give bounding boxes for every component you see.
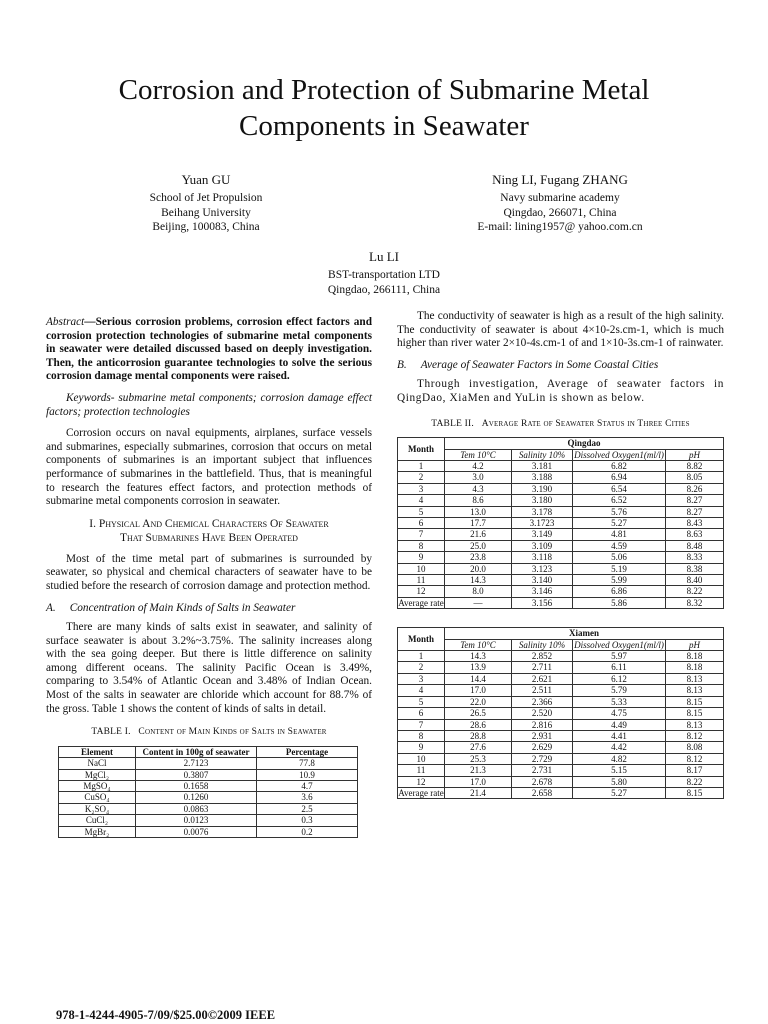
table-cell: 3.140 xyxy=(512,575,573,586)
table-cell: 7 xyxy=(398,529,445,540)
table-row xyxy=(398,742,724,753)
table-cell: 6 xyxy=(398,708,445,719)
table-cell: 6.54 xyxy=(573,483,666,494)
author-affiliation: Qingdao, 266111, China xyxy=(327,283,441,296)
table-cell: 23.8 xyxy=(445,552,512,563)
author-affiliation: School of Jet Propulsion xyxy=(149,192,263,204)
table-cell: 10 xyxy=(398,563,445,574)
table-cell: 2.852 xyxy=(512,651,573,662)
table-row xyxy=(59,781,358,792)
table-cell: 28.6 xyxy=(445,719,512,730)
table-cell: 8 xyxy=(398,730,445,741)
table-cell: 25.3 xyxy=(445,753,512,764)
table-cell: 13.0 xyxy=(445,506,512,517)
table-cell: 4.3 xyxy=(445,483,512,494)
table-row xyxy=(398,495,724,506)
intro-paragraph: Corrosion occurs on naval equipments, airplanes, surface vessels and submarines, especially submarines, corrosion that occurs on metal components of submarines is an important subject that influences performance of submarines in the battlefield. Thus, that is meaningful to research the features effect factors, and protection methods of submarine metal components corrosion in seawater. xyxy=(46,427,372,508)
table-cell: 3.180 xyxy=(512,495,573,506)
table-caption-text: Average Rate of Seawater Status in Three Cities xyxy=(481,418,690,429)
table-cell: 13.9 xyxy=(445,662,512,673)
table-cell: 3.190 xyxy=(512,483,573,494)
author-affiliation: Beihang University xyxy=(161,206,251,219)
table-row xyxy=(398,586,724,597)
table-cell: 4 xyxy=(398,495,445,506)
table-cell: Average rate xyxy=(398,787,444,798)
table-number: TABLE II. xyxy=(431,418,474,429)
table-2-qingdao xyxy=(397,437,724,609)
table-cell: 12 xyxy=(398,776,445,787)
table-cell: 6.86 xyxy=(573,586,666,597)
author-affiliation: Navy submarine academy xyxy=(500,192,620,204)
table-cell: — xyxy=(445,597,512,608)
table-cell: 8.13 xyxy=(666,685,724,696)
table-cell: 8.40 xyxy=(666,575,724,586)
table-cell: 5.79 xyxy=(573,685,666,696)
conductivity-paragraph: The conductivity of seawater is high as a result of the high salinity. The conductivity of seawater is about 4×10-2s.cm-1, which is much higher than river water 2×10-4s.cm-1 of and 1×10-3s.cm-1 of rainwater. xyxy=(397,310,724,350)
table-cell: 6.12 xyxy=(573,673,666,684)
table-row xyxy=(398,575,724,586)
right-column xyxy=(397,310,724,799)
table-cell: 4.2 xyxy=(445,460,512,471)
table-header: Tem 10°C xyxy=(445,449,512,460)
table-cell: 6.82 xyxy=(573,460,666,471)
table-cell: 20.0 xyxy=(445,563,512,574)
table-row xyxy=(59,792,358,803)
table-cell: 8.27 xyxy=(666,495,724,506)
table-row xyxy=(398,685,724,696)
table-cell: 8.63 xyxy=(666,529,724,540)
table-header: Salinity 10% xyxy=(512,449,573,460)
table-cell: 5 xyxy=(398,696,445,707)
table-cell: 22.0 xyxy=(445,696,512,707)
table-cell: 4.75 xyxy=(573,708,666,719)
section-heading-1 xyxy=(46,517,372,545)
table-cell: 3.188 xyxy=(512,472,573,483)
table-cell: 0.1260 xyxy=(136,792,257,803)
table-row xyxy=(398,529,724,540)
table-cell: 2.621 xyxy=(512,673,573,684)
table-cell: MgCl₂ xyxy=(59,769,136,780)
table-header: Element xyxy=(59,746,136,757)
table-row xyxy=(398,765,724,776)
table-cell: 3.123 xyxy=(512,563,573,574)
table-row xyxy=(398,651,724,662)
title-line-1: Corrosion and Protection of Submarine Metal xyxy=(118,74,650,106)
table-1-caption xyxy=(46,726,372,740)
table-cell: MgSO₄ xyxy=(59,781,136,792)
abstract xyxy=(46,316,372,384)
city-header: Qingdao xyxy=(445,438,724,449)
table-row xyxy=(398,597,724,608)
table-cell: 3 xyxy=(398,483,445,494)
keywords: Keywords- submarine metal components; corrosion damage effect factors; protection technologies xyxy=(46,391,372,418)
table-cell: 14.4 xyxy=(445,673,512,684)
abstract-dash: — xyxy=(84,316,96,328)
table-cell: 1 xyxy=(398,651,445,662)
table-cell: 8.15 xyxy=(666,696,724,707)
table-cell: 8.05 xyxy=(666,472,724,483)
table-cell: 6 xyxy=(398,518,445,529)
table-cell: 21.4 xyxy=(445,787,512,798)
table-cell: 27.6 xyxy=(445,742,512,753)
table-cell: 8.08 xyxy=(666,742,724,753)
table-cell: 8.38 xyxy=(666,563,724,574)
table-cell: 11 xyxy=(398,575,445,586)
section-number: I. xyxy=(89,517,96,530)
table-cell: 3.178 xyxy=(512,506,573,517)
table-cell: 8.27 xyxy=(666,506,724,517)
table-header: Tem 10°C xyxy=(445,639,512,650)
table-row xyxy=(59,758,358,769)
table-cell: MgBr₂ xyxy=(59,826,136,837)
table-cell: 2.629 xyxy=(512,742,573,753)
table-header: Salinity 10% xyxy=(512,639,573,650)
table-cell: 2.5 xyxy=(257,803,358,814)
table-cell: 8.22 xyxy=(666,586,724,597)
table-header: Percentage xyxy=(257,746,358,757)
table-cell: 8.48 xyxy=(666,540,724,551)
author-affiliation: Qingdao, 266071, China xyxy=(503,206,617,219)
author-block-3 xyxy=(274,248,494,297)
subsection-title: Concentration of Main Kinds of Salts in Seawater xyxy=(69,601,296,614)
city-header: Xiamen xyxy=(445,628,724,639)
table-cell: 14.3 xyxy=(445,575,512,586)
table-cell: 12 xyxy=(398,586,445,597)
left-column xyxy=(46,316,372,838)
table-2-caption xyxy=(397,418,724,432)
table-cell: 0.2 xyxy=(257,826,358,837)
table-cell: 0.3807 xyxy=(136,769,257,780)
table-cell: 17.0 xyxy=(445,776,512,787)
table-cell: 3.146 xyxy=(512,586,573,597)
table-header: Dissolved Oxygen1(ml/l) xyxy=(574,639,664,650)
table-cell: 0.0123 xyxy=(136,815,257,826)
author-affiliation: Beijing, 100083, China xyxy=(152,221,260,233)
table-cell: 3.109 xyxy=(512,540,573,551)
table-header: Month xyxy=(398,628,445,651)
table-cell: 2.678 xyxy=(512,776,573,787)
author-affiliation: BST-transportation LTD xyxy=(328,269,440,281)
table-cell: 0.0076 xyxy=(136,826,257,837)
subsection-b-paragraph: Through investigation, Average of seawater factors in QingDao, XiaMen and YuLin is shown as below. xyxy=(397,378,724,404)
author-block-2 xyxy=(440,171,680,235)
table-cell: 3.118 xyxy=(512,552,573,563)
table-cell: 17.7 xyxy=(445,518,512,529)
table-cell: CuSO₄ xyxy=(59,792,136,803)
table-row xyxy=(398,540,724,551)
table-cell: 14.3 xyxy=(445,651,512,662)
table-cell: 4.59 xyxy=(573,540,666,551)
table-row xyxy=(398,483,724,494)
table-cell: 2.520 xyxy=(512,708,573,719)
table-cell: 5.33 xyxy=(573,696,666,707)
table-cell: 25.0 xyxy=(445,540,512,551)
table-cell: 8.15 xyxy=(666,708,724,719)
table-cell: 4.81 xyxy=(573,529,666,540)
table-cell: 2.731 xyxy=(512,765,573,776)
table-cell: 8.32 xyxy=(666,597,724,608)
table-cell: 8.12 xyxy=(666,753,724,764)
table-2-xiamen xyxy=(397,627,724,799)
table-cell: 5.97 xyxy=(573,651,666,662)
table-row xyxy=(398,787,724,798)
table-cell: 1 xyxy=(398,460,445,471)
table-cell: 2.658 xyxy=(512,787,573,798)
subsection-letter: A. xyxy=(46,601,56,614)
table-cell: 8.13 xyxy=(666,673,724,684)
table-row xyxy=(398,563,724,574)
table-cell: 5 xyxy=(398,506,445,517)
subsection-heading-b xyxy=(397,359,724,373)
author-name: Yuan GU xyxy=(181,172,231,187)
table-cell: 0.1658 xyxy=(136,781,257,792)
table-cell: 9 xyxy=(398,552,445,563)
title-line-2: Components in Seawater xyxy=(239,110,529,142)
author-block-1 xyxy=(96,171,316,235)
table-cell: 28.8 xyxy=(445,730,512,741)
table-cell: 6.52 xyxy=(573,495,666,506)
table-row xyxy=(398,472,724,483)
author-name: Ning LI, Fugang ZHANG xyxy=(492,172,628,187)
table-cell: 8.18 xyxy=(666,651,724,662)
section-1-paragraph: Most of the time metal part of submarines is surrounded by seawater, so physical and chemical characters of seawater have to be studied before the research of corrosion damage and protection method. xyxy=(46,552,372,592)
table-row xyxy=(398,708,724,719)
table-cell: 0.3 xyxy=(257,815,358,826)
table-cell: 3 xyxy=(398,673,445,684)
table-row xyxy=(398,696,724,707)
table-cell: 2.511 xyxy=(512,685,573,696)
table-header: pH xyxy=(666,639,724,650)
table-row xyxy=(398,673,724,684)
table-row xyxy=(59,769,358,780)
table-cell: 8.18 xyxy=(666,662,724,673)
table-header: Dissolved Oxygen1(ml/l) xyxy=(574,449,664,460)
author-name: Lu LI xyxy=(369,249,399,264)
subsection-heading-a xyxy=(46,602,372,616)
table-cell: 4.49 xyxy=(573,719,666,730)
table-cell: 2.7123 xyxy=(136,758,257,769)
table-cell: 4.82 xyxy=(573,753,666,764)
table-cell: 7 xyxy=(398,719,445,730)
abstract-text: Serious corrosion problems, corrosion effect factors and corrosion protection technologies of submarine metal components in seawater were detailed discussed based on deeply investigation. Then, the anticorrosion guarantee technologies to solve the serious corrosion damage mental components were raised. xyxy=(46,316,372,383)
table-cell: 8.13 xyxy=(666,719,724,730)
table-cell: 6.94 xyxy=(573,472,666,483)
table-cell: 8 xyxy=(398,540,445,551)
table-cell: CuCl₂ xyxy=(59,815,136,826)
table-row xyxy=(59,815,358,826)
table-row xyxy=(398,730,724,741)
table-cell: 3.181 xyxy=(512,460,573,471)
table-cell: 2.816 xyxy=(512,719,573,730)
table-cell: 5.19 xyxy=(573,563,666,574)
table-cell: 5.27 xyxy=(573,518,666,529)
table-cell: 3.6 xyxy=(257,792,358,803)
table-cell: 77.8 xyxy=(257,758,358,769)
table-header: pH xyxy=(666,449,724,460)
table-1 xyxy=(58,746,358,838)
table-cell: 8.6 xyxy=(445,495,512,506)
table-row xyxy=(398,552,724,563)
table-row xyxy=(398,776,724,787)
table-cell: 3.1723 xyxy=(512,518,573,529)
subsection-a-paragraph: There are many kinds of salts exist in seawater, and salinity of surface seawater is about 3.2%~3.75%. The salinity increases along with the sea going deeper. But there is little difference on salinity among different oceans. The salinity Pacific Ocean is 3.49%, comparing to 3.54% of Atlantic Ocean and 3.48% of Indian Ocean. Most of the salts in seawater are chloride which account for 88.7% of the gross. Table 1 shows the content of kinds of salts in detail. xyxy=(46,621,372,715)
table-cell: NaCl xyxy=(59,758,136,769)
table-header: Content in 100g of seawater xyxy=(136,746,257,757)
table-row xyxy=(398,719,724,730)
section-title-line-2: That Submarines Have Been Operated xyxy=(120,531,298,544)
table-cell: 2.931 xyxy=(512,730,573,741)
table-cell: 4.42 xyxy=(573,742,666,753)
table-cell: 17.0 xyxy=(445,685,512,696)
table-number: TABLE I. xyxy=(91,727,131,738)
table-cell: 2.711 xyxy=(512,662,573,673)
subsection-letter: B. xyxy=(397,358,407,371)
table-cell: 5.15 xyxy=(573,765,666,776)
table-row xyxy=(59,826,358,837)
table-row xyxy=(398,506,724,517)
subsection-title: Average of Seawater Factors in Some Coastal Cities xyxy=(420,358,659,371)
table-cell: 5.06 xyxy=(573,552,666,563)
table-cell: 8.17 xyxy=(666,765,724,776)
table-cell: 8.15 xyxy=(666,787,724,798)
table-cell: 5.80 xyxy=(573,776,666,787)
table-cell: 3.0 xyxy=(445,472,512,483)
table-cell: 26.5 xyxy=(445,708,512,719)
table-cell: 8.26 xyxy=(666,483,724,494)
table-cell: 5.99 xyxy=(573,575,666,586)
table-cell: 8.0 xyxy=(445,586,512,597)
table-cell: K₂SO₄ xyxy=(59,803,136,814)
table-cell: 5.76 xyxy=(573,506,666,517)
abstract-label: Abstract xyxy=(46,316,85,328)
copyright-footer: 978-1-4244-4905-7/09/$25.00©2009 IEEE xyxy=(56,1008,276,1022)
table-cell: 4.41 xyxy=(573,730,666,741)
table-cell: 4.7 xyxy=(257,781,358,792)
table-row xyxy=(398,662,724,673)
table-cell: 21.6 xyxy=(445,529,512,540)
table-cell: 4 xyxy=(398,685,445,696)
table-row xyxy=(398,460,724,471)
table-cell: 2 xyxy=(398,662,445,673)
table-cell: 5.27 xyxy=(573,787,666,798)
table-row xyxy=(59,803,358,814)
table-row xyxy=(398,518,724,529)
table-cell: 10.9 xyxy=(257,769,358,780)
table-cell: 8.12 xyxy=(666,730,724,741)
table-cell: 8.22 xyxy=(666,776,724,787)
paper-title xyxy=(0,72,768,144)
table-cell: 11 xyxy=(398,765,445,776)
table-cell: 10 xyxy=(398,753,445,764)
table-cell: 2.366 xyxy=(512,696,573,707)
table-header: Month xyxy=(398,438,445,461)
table-cell: 3.149 xyxy=(512,529,573,540)
table-cell: 8.43 xyxy=(666,518,724,529)
author-email: E-mail: lining1957@ yahoo.com.cn xyxy=(477,221,643,233)
table-row xyxy=(398,753,724,764)
table-cell: 5.86 xyxy=(573,597,666,608)
table-caption-text: Content of Main Kinds of Salts in Seawater xyxy=(138,727,327,738)
table-cell: 2.729 xyxy=(512,753,573,764)
table-cell: 2 xyxy=(398,472,445,483)
table-cell: 8.82 xyxy=(666,460,724,471)
table-cell: 0.0863 xyxy=(136,803,257,814)
table-cell: 3.156 xyxy=(512,597,573,608)
table-cell: 21.3 xyxy=(445,765,512,776)
table-cell: 8.33 xyxy=(666,552,724,563)
table-cell: 9 xyxy=(398,742,445,753)
table-cell: Average rate xyxy=(398,597,444,608)
table-cell: 6.11 xyxy=(573,662,666,673)
section-title-line-1: Physical And Chemical Characters Of Seawater xyxy=(98,517,329,530)
